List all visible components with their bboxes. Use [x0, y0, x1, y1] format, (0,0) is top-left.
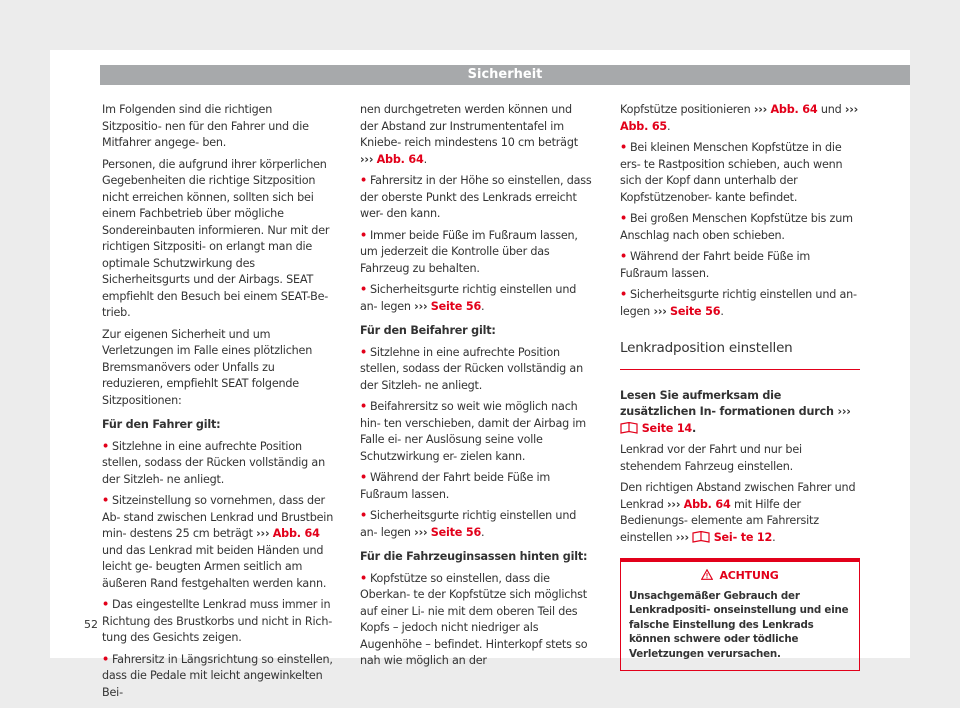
bullet-icon: • [620, 212, 627, 225]
warning-box [620, 558, 860, 671]
list-item: • Sitzlehne in eine aufrechte Position stellen, sodass der Rücken vollständig an der Sitzleh- ne anliegt. [360, 345, 583, 392]
subheading-rear: Für die Fahrzeuginsassen hinten gilt: [360, 550, 588, 563]
bullet-icon: • [360, 283, 367, 296]
chevron-triple-icon: ››› [360, 152, 374, 166]
list-item: • Während der Fahrt beide Füße im Fußraum lassen. [620, 250, 811, 280]
bullet-icon: • [360, 228, 367, 242]
bullet-icon: • [620, 250, 627, 263]
list-item: • Kopfstütze so einstellen, dass die Oberkan- te der Kopfstütze sich möglichst auf einer Li- nie mit dem oberen Teil des Kopfs – jedoch nicht niedriger als Augenhöhe – befindet. Hinterkopf stets so nah wie möglich an der [360, 571, 588, 667]
bullet-icon: • [102, 494, 109, 507]
figure-link[interactable]: Abb. 64 [376, 152, 424, 166]
section-title: Lenkradposition einstellen [620, 340, 860, 370]
page-link[interactable]: Sei- te 12 [713, 530, 773, 544]
bullet-icon: • [360, 174, 367, 187]
list-item: • Fahrersitz in der Höhe so einstellen, dass der oberste Punkt des Lenkrads erreicht wer- den kann. [360, 174, 592, 220]
list-item: • Sitzeinstellung so vornehmen, dass der Ab- stand zwischen Lenkrad und Brustbein min- destens 25 cm beträgt ››› Abb. 64 und das Lenkrad mit beiden Händen und leicht ge- beugten Armen seitlich am äußeren Rand festgehalten werden kann. [102, 494, 334, 590]
section-header: Sicherheit [100, 65, 910, 85]
bullet-icon: • [360, 509, 367, 522]
list-item: • Während der Fahrt beide Füße im Fußraum lassen. [360, 471, 551, 501]
chevron-triple-icon: ››› [414, 525, 428, 539]
page-link[interactable]: Seite 56 [430, 299, 482, 313]
bullet-icon: • [360, 400, 367, 413]
list-item: • Fahrersitz in Längsrichtung so einstellen, dass die Pedale mit leicht angewinkelten Bei- [102, 652, 333, 699]
bullet-icon: • [620, 141, 627, 154]
bullet-icon: • [102, 598, 109, 611]
list-item: • Sicherheitsgurte richtig einstellen und an- legen ››› Seite 56. [620, 288, 857, 318]
subheading-passenger: Für den Beifahrer gilt: [360, 324, 496, 337]
warning-triangle-icon [701, 569, 713, 580]
list-item: • Beifahrersitz so weit wie möglich nach hin- ten verschieben, damit der Airbag im Falle ei- ner Auslösung seine volle Schutzwirkung er- zielen kann. [360, 400, 586, 463]
list-item: • Sitzlehne in eine aufrechte Position stellen, sodass der Rücken vollständig an der Sitzleh- ne anliegt. [102, 439, 325, 486]
figure-link[interactable]: Abb. 64 [272, 527, 320, 540]
list-item: • Sicherheitsgurte richtig einstellen und an- legen ››› Seite 56. [360, 509, 577, 539]
bullet-icon: • [360, 571, 367, 585]
subheading-driver: Für den Fahrer gilt: [102, 418, 221, 431]
paragraph: Den richtigen Abstand zwischen Fahrer und Lenkrad ››› Abb. 64 mit Hilfe der Bedienungs- elemente am Fahrersitz einstellen ››› Sei- te 12. [620, 481, 856, 544]
bullet-icon: • [360, 471, 367, 484]
page-link[interactable]: Seite 56 [670, 304, 721, 318]
paragraph: Kopfstütze positionieren ››› Abb. 64 und ››› Abb. 65. [620, 103, 859, 133]
lead-paragraph: Lesen Sie aufmerksam die zusätzlichen In- formationen durch ››› Seite 14. [620, 388, 851, 435]
chevron-triple-icon: ››› [837, 405, 851, 418]
bullet-icon: • [360, 345, 367, 359]
warning-text: Unsachgemäßer Gebrauch der Lenkradpositi- onseinstellung und eine falsche Einstellung des Lenkrads können schwere oder tödliche Verletzungen verursachen. [629, 589, 849, 660]
list-item: • Bei großen Menschen Kopfstütze bis zum Anschlag nach oben schieben. [620, 212, 853, 242]
list-item: • Immer beide Füße im Fußraum lassen, um jederzeit die Kontrolle über das Fahrzeug zu behalten. [360, 228, 578, 275]
list-item: • Sicherheitsgurte richtig einstellen und an- legen ››› Seite 56. [360, 283, 577, 313]
chevron-triple-icon: ››› [753, 103, 768, 116]
column-1 [102, 102, 334, 706]
paragraph: nen durchgetreten werden können und der Abstand zur Instrumententafel im Kniebe- reich mindestens 10 cm beträgt ››› Abb. 64. [360, 103, 578, 166]
column-3 [620, 102, 860, 671]
book-icon [620, 422, 638, 434]
bullet-icon: • [102, 652, 109, 666]
bullet-icon: • [620, 288, 627, 301]
figure-link[interactable]: Abb. 65 [620, 119, 667, 133]
warning-header: ACHTUNG [621, 562, 859, 589]
paragraph: Lenkrad vor der Fahrt und nur bei stehendem Fahrzeug einstellen. [620, 443, 802, 473]
manual-page [50, 50, 910, 699]
page-link[interactable]: Seite 14 [641, 421, 692, 435]
chevron-triple-icon: ››› [653, 304, 667, 318]
paragraph: Zur eigenen Sicherheit und um Verletzungen im Falle eines plötzlichen Bremsmanövers oder Unfalls zu reduzieren, empfiehlt SEAT folgende Sitzpositionen: [102, 327, 313, 407]
list-item: • Bei kleinen Menschen Kopfstütze in die ers- te Rastposition schieben, auch wenn sich der Kopf dann unterhalb der Kopfstützenober- kante befindet. [620, 141, 843, 204]
paragraph: Personen, die aufgrund ihrer körperlichen Gegebenheiten die richtige Sitzposition nicht erreichen können, sollten sich bei einem Fachbetrieb über mögliche Sondereinbauten informieren. Nur mit der richtigen Sitzpositi- on erlangt man die optimale Schutzwirkung des Sicherheitsgurts und der Airbags. SEAT empfiehlt den Besuch bei einem SEAT-Be- trieb. [102, 157, 330, 319]
page-number: 52 [84, 618, 98, 631]
chevron-triple-icon: ››› [675, 530, 689, 544]
bullet-icon: • [102, 439, 109, 453]
page-link[interactable]: Seite 56 [430, 525, 482, 539]
chevron-triple-icon: ››› [256, 527, 270, 540]
figure-link[interactable]: Abb. 64 [683, 497, 731, 511]
book-icon [692, 531, 710, 543]
list-item: • Das eingestellte Lenkrad muss immer in Richtung des Brustkorbs und nicht in Rich- tung des Gesichts zeigen. [102, 598, 333, 644]
chevron-triple-icon: ››› [667, 497, 681, 511]
paragraph: Im Folgenden sind die richtigen Sitzpositio- nen für den Fahrer und die Mitfahrer angege- ben. [102, 103, 309, 149]
chevron-triple-icon: ››› [414, 299, 428, 313]
chevron-triple-icon: ››› [844, 103, 859, 116]
column-2 [360, 102, 592, 675]
figure-link[interactable]: Abb. 64 [770, 103, 818, 116]
